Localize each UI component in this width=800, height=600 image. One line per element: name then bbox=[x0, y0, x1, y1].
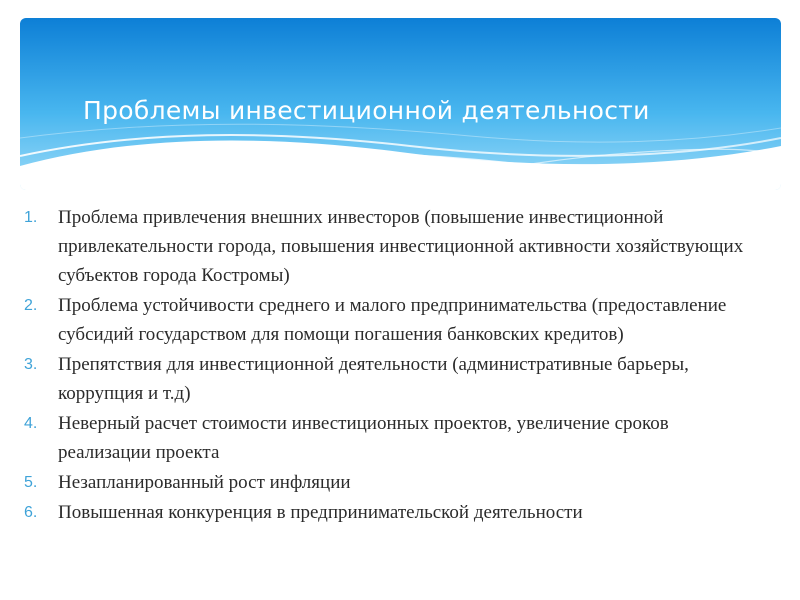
list-item-text: Неверный расчет стоимости инвестиционных проектов, увеличение сроков реализации проекта bbox=[58, 413, 669, 463]
list-item-text: Препятствия для инвестиционной деятельности (административные барьеры, коррупция и т.д) bbox=[58, 354, 689, 404]
list-item bbox=[24, 350, 754, 408]
list-item bbox=[24, 498, 754, 527]
list-number: 4. bbox=[24, 415, 38, 432]
title-banner bbox=[20, 18, 781, 190]
list-number: 2. bbox=[24, 297, 38, 314]
slide-title: Проблемы инвестиционной деятельности bbox=[83, 96, 650, 125]
list-item bbox=[24, 291, 754, 349]
list-item bbox=[24, 468, 754, 497]
problem-list bbox=[24, 203, 754, 527]
list-number: 6. bbox=[24, 504, 38, 521]
list-number: 5. bbox=[24, 474, 38, 491]
list-item-text: Проблема устойчивости среднего и малого предпринимательства (предоставление субсидий государством для помощи погашения банковских кредитов) bbox=[58, 295, 727, 345]
list-item bbox=[24, 409, 754, 467]
list-item-text: Незапланированный рост инфляции bbox=[58, 472, 351, 493]
list-number: 1. bbox=[24, 209, 38, 226]
list-number: 3. bbox=[24, 356, 38, 373]
list-item-text: Повышенная конкуренция в предпринимательской деятельности bbox=[58, 502, 583, 523]
list-item-text: Проблема привлечения внешних инвесторов (повышение инвестиционной привлекательности города, повышения инвестиционной активности хозяйствующих субъектов города Костромы) bbox=[58, 207, 744, 286]
list-item bbox=[24, 203, 754, 290]
